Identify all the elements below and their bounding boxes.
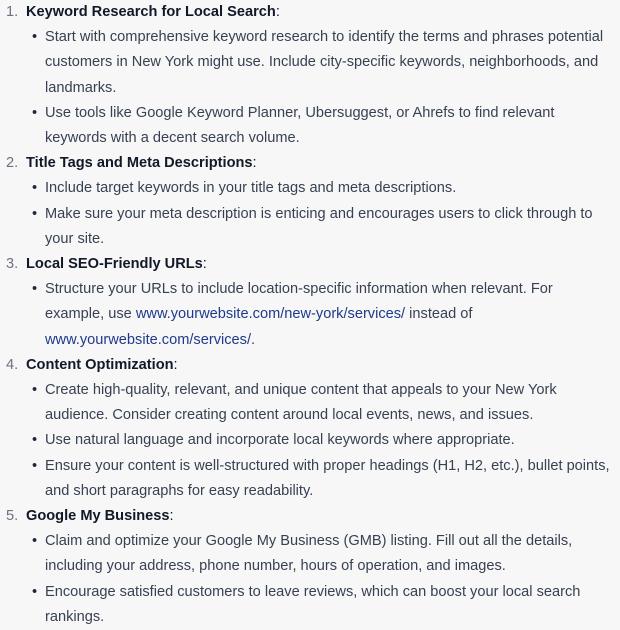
bullet-list [6, 277, 620, 353]
list-item [32, 277, 620, 353]
list-item [32, 580, 620, 630]
section-title: Local SEO-Friendly URLs [26, 256, 203, 272]
list-item [32, 378, 620, 428]
list-item [32, 176, 620, 201]
list-item-text: instead of [405, 306, 473, 323]
section-title: Keyword Research for Local Search [26, 4, 276, 20]
list-item-text: Claim and optimize your Google My Business (GMB) listing. Fill out all the details, including your address, phone number, hours of operation, and images. [45, 533, 573, 575]
list-item-text: Make sure your meta description is enticing and encourages users to click through to your site. [45, 205, 593, 247]
section-number: 5. [6, 508, 19, 524]
seo-steps-list [6, 0, 620, 630]
list-item-text: Start with comprehensive keyword research to identify the terms and phrases potential customers in New York might use. Include city-specific keywords, neighborhoods, and landmarks. [45, 29, 604, 96]
section-title: Title Tags and Meta Descriptions [26, 155, 253, 172]
section-colon: : [202, 256, 207, 272]
example-url-link-services[interactable]: www.yourwebsite.com/services/ [45, 331, 251, 348]
section-title-tags [6, 151, 620, 252]
bullet-icon: • [32, 205, 38, 222]
bullet-icon: • [32, 281, 38, 298]
list-item-text: Use tools like Google Keyword Planner, Ubersuggest, or Ahrefs to find relevant keywords with a decent search volume. [45, 104, 555, 146]
list-item-text: Include target keywords in your title tags and meta descriptions. [45, 180, 457, 197]
section-heading [6, 252, 620, 277]
bullet-list [6, 529, 620, 630]
list-item-text: Encourage satisfied customers to leave reviews, which can boost your local search rankings. [45, 583, 581, 625]
section-google-my-business [6, 504, 620, 630]
list-item-text: Structure your URLs to include location-specific information when relevant. For example, use [45, 281, 553, 323]
bullet-icon: • [32, 381, 38, 398]
section-heading [6, 504, 620, 529]
section-keyword-research [6, 0, 620, 151]
list-item-text: Create high-quality, relevant, and unique content that appeals to your New York audience. Consider creating content around local events, news, and issues. [45, 381, 557, 424]
section-title: Google My Business [26, 508, 170, 524]
list-item [32, 428, 620, 453]
section-colon: : [252, 155, 257, 172]
section-colon: : [169, 508, 174, 524]
list-item [32, 454, 620, 504]
section-seo-urls [6, 252, 620, 353]
bullet-icon: • [32, 533, 38, 550]
list-item [32, 529, 620, 579]
section-title: Content Optimization [26, 356, 174, 373]
bullet-icon: • [32, 29, 38, 46]
bullet-icon: • [32, 104, 38, 121]
section-number: 4. [6, 356, 19, 373]
section-heading [6, 151, 620, 176]
bullet-list [6, 25, 620, 151]
section-heading [6, 0, 620, 25]
section-colon: : [275, 4, 280, 20]
list-item [32, 202, 620, 252]
bullet-icon: • [32, 583, 38, 600]
section-heading [6, 353, 620, 378]
section-number: 3. [6, 256, 19, 272]
bullet-icon: • [32, 432, 38, 449]
bullet-icon: • [32, 457, 38, 474]
list-item-text: Use natural language and incorporate local keywords where appropriate. [45, 432, 515, 449]
section-number: 2. [6, 155, 19, 172]
bullet-icon: • [32, 180, 38, 197]
list-item-text: Ensure your content is well-structured with proper headings (H1, H2, etc.), bullet points, and short paragraphs for easy readability. [45, 457, 610, 499]
list-item [32, 101, 620, 151]
bullet-list [6, 378, 620, 504]
section-colon: : [173, 356, 178, 373]
section-number: 1. [6, 4, 19, 20]
section-content-optimization [6, 353, 620, 504]
bullet-list [6, 176, 620, 252]
list-item [32, 25, 620, 101]
example-url-link-new-york[interactable]: www.yourwebsite.com/new-york/services/ [135, 306, 406, 323]
list-item-text: . [251, 331, 256, 348]
